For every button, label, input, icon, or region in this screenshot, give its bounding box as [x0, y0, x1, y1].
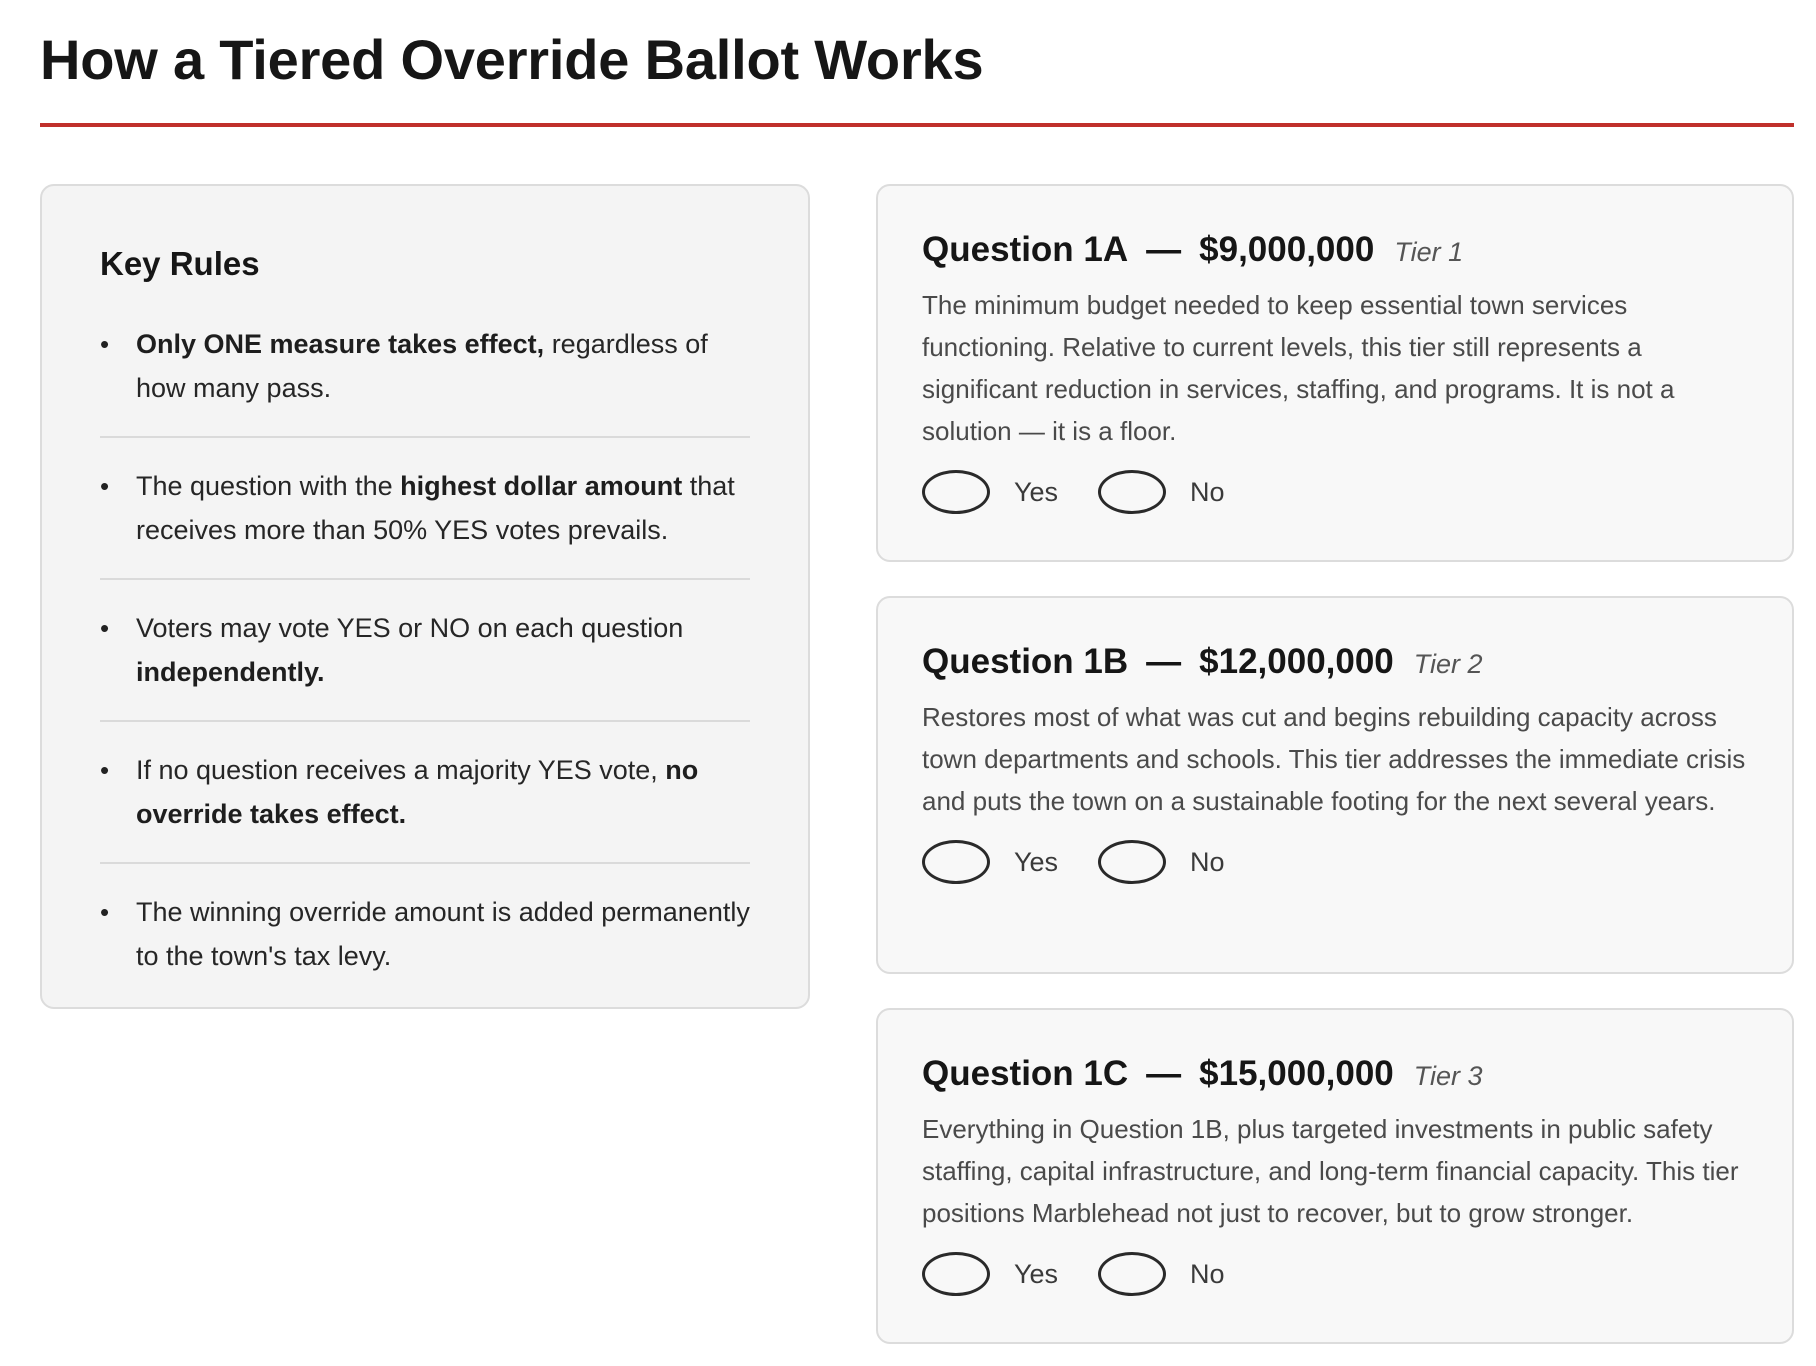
no-label: No — [1190, 846, 1225, 877]
no-label: No — [1190, 476, 1225, 507]
question-options — [922, 470, 1748, 514]
question-tier: Tier 1 — [1394, 237, 1464, 267]
rule-bold-text: highest dollar amount — [400, 471, 683, 501]
yes-label: Yes — [1014, 1258, 1059, 1289]
rule-bold-text: no override takes effect. — [136, 755, 699, 829]
key-rules-list — [100, 322, 750, 1004]
question-tier: Tier 2 — [1413, 649, 1483, 679]
rule-bold-text: Only ONE measure takes effect, — [136, 329, 545, 359]
no-oval-icon[interactable] — [1098, 470, 1166, 514]
question-dash: — — [1146, 230, 1182, 269]
question-description: The minimum budget needed to keep essential town services functioning. Relative to current levels, this tier still represents a significant reduction in services, staffing, and programs. It is not a solution — it is a floor. — [922, 290, 1675, 446]
question-amount: $9,000,000 — [1199, 230, 1375, 269]
rule-item — [100, 322, 750, 438]
rule-bold-text: independently. — [136, 657, 325, 687]
rule-text: Voters may vote YES or NO on each question — [136, 613, 684, 643]
question-card-1a — [876, 184, 1794, 562]
bullet-icon: • — [100, 613, 110, 643]
question-description: Restores most of what was cut and begins rebuilding capacity across town departments and schools. This tier addresses the immediate crisis and puts the town on a sustainable footing for the next several years. — [922, 702, 1746, 816]
question-description: Everything in Question 1B, plus targeted investments in public safety staffing, capital infrastructure, and long-term financial capacity. This tier positions Marblehead not just to recover, but to grow stronger. — [922, 1114, 1739, 1228]
yes-oval-icon[interactable] — [922, 470, 990, 514]
question-amount: $15,000,000 — [1199, 1054, 1394, 1093]
no-label: No — [1190, 1258, 1225, 1289]
yes-oval-icon[interactable] — [922, 840, 990, 884]
rule-text: regardless of how many pass. — [136, 329, 708, 403]
yes-option[interactable] — [922, 840, 1058, 884]
yes-option[interactable] — [922, 470, 1058, 514]
key-rules-card — [40, 184, 810, 1009]
question-card-1c — [876, 1008, 1794, 1344]
bullet-icon: • — [100, 329, 110, 359]
rule-item — [100, 464, 750, 580]
title-divider — [40, 123, 1794, 127]
question-title: Question 1B — [922, 642, 1129, 681]
yes-option[interactable] — [922, 1252, 1058, 1296]
no-option[interactable] — [1098, 470, 1225, 514]
question-dash: — — [1146, 642, 1182, 681]
question-header — [922, 1052, 1748, 1098]
page-title: How a Tiered Override Ballot Works — [40, 28, 984, 91]
question-title: Question 1A — [922, 230, 1129, 269]
no-oval-icon[interactable] — [1098, 840, 1166, 884]
bullet-icon: • — [100, 755, 110, 785]
bullet-icon: • — [100, 471, 110, 501]
rule-item — [100, 606, 750, 722]
question-header — [922, 228, 1748, 274]
question-title: Question 1C — [922, 1054, 1129, 1093]
no-oval-icon[interactable] — [1098, 1252, 1166, 1296]
rule-text: If no question receives a majority YES vote, — [136, 755, 666, 785]
question-header — [922, 640, 1748, 686]
rule-text: The question with the — [136, 471, 401, 501]
question-dash: — — [1146, 1054, 1182, 1093]
question-options — [922, 1252, 1748, 1296]
question-tier: Tier 3 — [1413, 1061, 1483, 1091]
rule-text: The winning override amount is added permanently to the town's tax levy. — [136, 897, 750, 971]
rule-text: that receives more than 50% YES votes prevails. — [136, 471, 735, 545]
no-option[interactable] — [1098, 840, 1225, 884]
question-amount: $12,000,000 — [1199, 642, 1394, 681]
key-rules-heading: Key Rules — [100, 245, 260, 282]
question-card-1b — [876, 596, 1794, 974]
yes-label: Yes — [1014, 476, 1059, 507]
question-options — [922, 840, 1748, 884]
no-option[interactable] — [1098, 1252, 1225, 1296]
bullet-icon: • — [100, 897, 110, 927]
yes-label: Yes — [1014, 846, 1059, 877]
rule-item — [100, 890, 750, 1004]
yes-oval-icon[interactable] — [922, 1252, 990, 1296]
rule-item — [100, 748, 750, 864]
